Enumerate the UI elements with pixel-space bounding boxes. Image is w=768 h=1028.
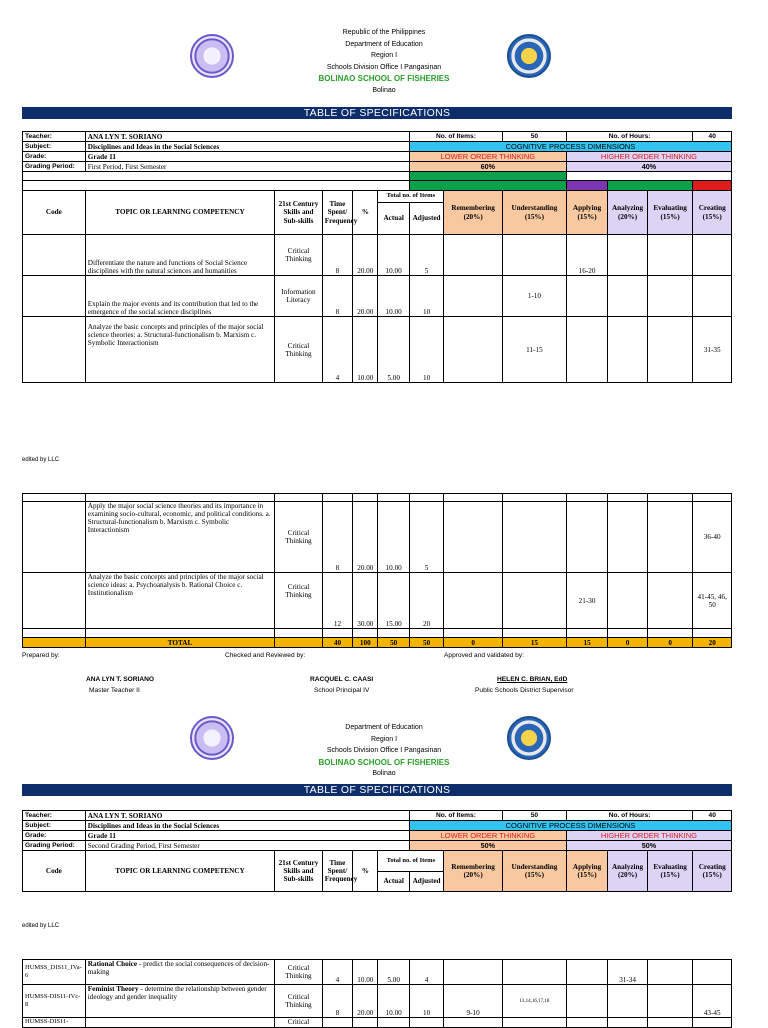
teacher-value: ANA LYN T. SORIANO <box>85 811 409 821</box>
col-creating: Creating (15%) <box>693 191 732 235</box>
applying-cell: 16-20 <box>566 235 608 276</box>
evaluating-cell <box>647 573 693 629</box>
tos-banner-2: TABLE OF SPECIFICATIONS <box>22 784 732 796</box>
evaluating-cell <box>647 502 693 573</box>
col-topic: TOPIC OR LEARNING COMPETENCY <box>85 191 274 235</box>
col-topic: TOPIC OR LEARNING COMPETENCY <box>85 851 274 892</box>
creating-cell: 31-35 <box>693 317 732 383</box>
analyzing-cell <box>608 317 647 383</box>
hours-label: No. of Hours: <box>566 811 693 821</box>
lot-header: LOWER ORDER THINKING <box>409 152 566 162</box>
document-header <box>0 27 768 96</box>
adjusted-cell: 20 <box>409 573 443 629</box>
code-cell: HUMSS_DIS11_IVa-6 <box>23 960 86 985</box>
understanding-cell: 1-10 <box>503 276 567 317</box>
time-cell: 8 <box>322 235 352 276</box>
understanding-cell <box>503 502 567 573</box>
checked-name: RACQUEL C. CAASI <box>310 676 374 683</box>
understanding-cell: 11-15 <box>503 317 567 383</box>
code-cell: HUMSS-DIS11-IVc-8 <box>23 985 86 1018</box>
col-understanding: Understanding (15%) <box>503 851 567 892</box>
header-deped: Department of Education <box>345 40 423 48</box>
header-republic: Republic of the Philippines <box>342 29 426 36</box>
col-analyzing: Analyzing (20%) <box>608 191 647 235</box>
evaluating-cell <box>647 276 693 317</box>
checked-title: School Principal IV <box>314 687 370 694</box>
actual-cell: 10.00 <box>378 235 409 276</box>
subject-label: Subject: <box>23 142 86 152</box>
table-row <box>23 985 732 1018</box>
tos-table-3 <box>22 810 732 892</box>
analyzing-cell <box>608 502 648 573</box>
total-understanding: 15 <box>503 638 567 648</box>
adjusted-cell: 10 <box>409 276 443 317</box>
percent-cell: 10.00 <box>353 317 378 383</box>
creating-cell: 36-40 <box>693 502 732 573</box>
adjusted-cell: 5 <box>409 235 443 276</box>
topic-cell: Analyze the basic concepts and principles of the major social science theories: a. Structural-functionalism b. Marxism c. Symbolic Interactionism <box>85 317 274 383</box>
col-total-items: Total no. of Items <box>378 851 444 872</box>
creating-cell <box>693 276 732 317</box>
total-actual: 50 <box>378 638 409 648</box>
subject-value: Disciplines and Ideas in the Social Sciences <box>85 142 409 152</box>
period-label: Grading Period: <box>23 162 86 172</box>
creating-cell: 43-45 <box>693 985 732 1018</box>
actual-cell: 10.00 <box>378 502 409 573</box>
lot-percent: 60% <box>409 162 566 172</box>
remembering-cell <box>444 235 503 276</box>
time-cell: 8 <box>322 985 352 1018</box>
skill-cell: Information Literacy <box>275 276 323 317</box>
creating-cell: 41-45, 46, 50 <box>693 573 732 629</box>
teacher-label: Teacher: <box>23 811 86 821</box>
percent-cell: 30.00 <box>353 573 378 629</box>
lot-color-bar <box>409 172 566 181</box>
topic-text: - determine the relationship between gender ideology and gender inequality <box>87 985 267 1001</box>
adjusted-cell: 10 <box>409 317 443 383</box>
table-row <box>23 573 732 629</box>
tos-table-2 <box>22 493 732 648</box>
tos-table-1 <box>22 131 732 383</box>
remembering-cell <box>444 573 503 629</box>
col-actual: Actual <box>378 203 409 235</box>
prepared-label: Prepared by: <box>22 652 60 659</box>
analyzing-cell <box>608 276 647 317</box>
code-cell: HUMSS-DIS11- <box>23 1018 86 1028</box>
approved-name: HELEN C. BRIAN, EdD <box>497 676 568 683</box>
hot-header: HIGHER ORDER THINKING <box>566 152 731 162</box>
analyzing-cell <box>608 573 648 629</box>
time-cell: 8 <box>322 502 352 573</box>
col-analyzing: Analyzing (20%) <box>608 851 647 892</box>
percent-cell: 20.00 <box>353 235 378 276</box>
table-row <box>23 276 732 317</box>
header-deped: Department of Education <box>345 724 423 731</box>
hours-value: 40 <box>693 132 732 142</box>
grade-value: Grade 11 <box>85 831 409 841</box>
hours-value: 40 <box>693 811 732 821</box>
header-region: Region I <box>370 735 398 743</box>
topic-cell <box>85 960 274 985</box>
col-skills: 21st Century Skills and Sub-skills <box>275 851 323 892</box>
topic-cell: Apply the major social science theories and its importance in examining socio-cultural, economic, and political conditions. a. Structural-functionalism b. Marxism c. Symbolic Interactionism <box>85 502 274 573</box>
skill-cell: Critical Thinking <box>275 317 323 383</box>
evaluating-cell <box>647 235 693 276</box>
subject-label: Subject: <box>23 821 86 831</box>
table-row <box>23 1018 732 1028</box>
time-cell: 4 <box>322 317 352 383</box>
header-town: Bolinao <box>372 86 396 94</box>
skill-cell: Critical Thinking <box>275 235 323 276</box>
col-time: Time Spent/ Frequency <box>322 191 352 235</box>
period-label: Grading Period: <box>23 841 86 851</box>
topic-bold: Feminist Theory <box>87 985 139 993</box>
prepared-name: ANA LYN T. SORIANO <box>86 676 155 683</box>
topic-bold: Rational Choice <box>87 960 138 968</box>
applying-cell <box>566 502 608 573</box>
checked-label: Checked and Reviewed by: <box>225 652 306 659</box>
col-evaluating: Evaluating (15%) <box>647 851 693 892</box>
applying-cell <box>566 985 608 1018</box>
total-row <box>23 638 732 648</box>
period-value: Second Grading Period, First Semester <box>85 841 409 851</box>
items-label: No. of Items: <box>409 811 502 821</box>
actual-cell: 15.00 <box>378 573 409 629</box>
total-adjusted: 50 <box>409 638 443 648</box>
time-cell: 4 <box>322 960 352 985</box>
understanding-cell: 13,14,16,17,18 <box>503 985 567 1018</box>
hot-percent: 50% <box>566 841 731 851</box>
col-actual: Actual <box>378 872 409 892</box>
lot-header: LOWER ORDER THINKING <box>409 831 566 841</box>
tos-table-4 <box>22 959 732 1028</box>
items-value: 50 <box>503 811 567 821</box>
creating-cell <box>693 960 732 985</box>
topic-text: - predict the social consequences of decision-making <box>87 960 270 976</box>
approved-title: Public Schools District Supervisor <box>475 687 574 694</box>
creating-cell <box>693 235 732 276</box>
total-applying: 15 <box>566 638 608 648</box>
document-header-2 <box>0 722 768 780</box>
understanding-cell <box>503 573 567 629</box>
col-adjusted: Adjusted <box>409 203 443 235</box>
header-division: Schools Division Office I Pangasinan <box>326 747 442 754</box>
analyzing-cell <box>608 985 648 1018</box>
col-remembering: Remembering (20%) <box>444 851 503 892</box>
time-cell: 12 <box>322 573 352 629</box>
remembering-cell: 9-10 <box>444 985 503 1018</box>
time-cell: 8 <box>322 276 352 317</box>
percent-cell: 10.00 <box>353 960 378 985</box>
col-code: Code <box>23 851 86 892</box>
grade-label: Grade: <box>23 152 86 162</box>
actual-cell: 10.00 <box>378 276 409 317</box>
table-row <box>23 502 732 573</box>
table-row <box>23 317 732 383</box>
col-time: Time Spent/ Frequency <box>322 851 352 892</box>
edited-note: edited by LLC <box>22 457 60 463</box>
remembering-cell <box>444 960 503 985</box>
evaluating-cell <box>647 317 693 383</box>
header-school: BOLINAO SCHOOL OF FISHERIES <box>318 74 450 83</box>
col-remembering: Remembering (20%) <box>444 191 503 235</box>
percent-cell: 20.00 <box>353 276 378 317</box>
percent-cell: 20.00 <box>353 502 378 573</box>
subject-value: Disciplines and Ideas in the Social Sciences <box>85 821 409 831</box>
adjusted-cell: 10 <box>409 985 443 1018</box>
col-applying: Applying (15%) <box>566 851 608 892</box>
hot-header: HIGHER ORDER THINKING <box>566 831 731 841</box>
header-town: Bolinao <box>372 770 396 777</box>
items-label: No. of Items: <box>409 132 502 142</box>
evaluating-color <box>608 181 693 191</box>
col-percent: % <box>353 191 378 235</box>
actual-cell: 5.00 <box>378 317 409 383</box>
topic-cell: Explain the major events and its contribution that led to the emergence of the social science disciplines <box>85 276 274 317</box>
adjusted-cell: 5 <box>409 502 443 573</box>
grade-value: Grade 11 <box>85 152 409 162</box>
total-remembering: 0 <box>444 638 503 648</box>
skill-cell: Critical Thinking <box>275 960 323 985</box>
table-row <box>23 235 732 276</box>
teacher-label: Teacher: <box>23 132 86 142</box>
total-percent: 100 <box>353 638 378 648</box>
edited-note: edited by LLC <box>22 923 60 929</box>
cpd-header: COGNITIVE PROCESS DIMENSIONS <box>409 821 731 831</box>
evaluating-cell <box>647 960 693 985</box>
col-code: Code <box>23 191 86 235</box>
applying-cell: 21-30 <box>566 573 608 629</box>
header-division: Schools Division Office I Pangasinan <box>326 63 442 71</box>
creating-color <box>693 181 732 191</box>
total-label: TOTAL <box>85 638 274 648</box>
evaluating-cell <box>647 985 693 1018</box>
tos-banner: TABLE OF SPECIFICATIONS <box>22 107 732 119</box>
total-creating: 20 <box>693 638 732 648</box>
items-value: 50 <box>503 132 567 142</box>
grade-label: Grade: <box>23 831 86 841</box>
header-school: BOLINAO SCHOOL OF FISHERIES <box>318 757 450 767</box>
applying-cell <box>566 960 608 985</box>
lot-percent: 50% <box>409 841 566 851</box>
remembering-cell <box>444 317 503 383</box>
analyzing-cell: 31-34 <box>608 960 648 985</box>
teacher-value: ANA LYN T. SORIANO <box>85 132 409 142</box>
skill-cell: Critical Thinking <box>275 573 323 629</box>
adjusted-cell: 4 <box>409 960 443 985</box>
understanding-cell <box>503 960 567 985</box>
hot-percent: 40% <box>566 162 731 172</box>
skill-cell: Critical Thinking <box>275 502 323 573</box>
col-adjusted: Adjusted <box>409 872 443 892</box>
actual-cell: 10.00 <box>378 985 409 1018</box>
total-analyzing: 0 <box>608 638 648 648</box>
cpd-header: COGNITIVE PROCESS DIMENSIONS <box>409 142 731 152</box>
prepared-title: Master Teacher II <box>89 687 140 694</box>
applying-cell <box>566 276 608 317</box>
applying-cell <box>566 317 608 383</box>
understanding-cell <box>503 235 567 276</box>
remembering-cell <box>444 276 503 317</box>
total-evaluating: 0 <box>647 638 693 648</box>
analyzing-cell <box>608 235 647 276</box>
topic-cell: Differentiate the nature and functions of Social Science disciplines with the natural sciences and humanities <box>85 235 274 276</box>
skill-cell: Critical Thinking <box>275 985 323 1018</box>
actual-cell: 5.00 <box>378 960 409 985</box>
col-understanding: Understanding (15%) <box>503 191 567 235</box>
hours-label: No. of Hours: <box>566 132 693 142</box>
col-evaluating: Evaluating (15%) <box>647 191 693 235</box>
period-value: First Period, First Semester <box>85 162 409 172</box>
analyzing-color <box>566 181 608 191</box>
col-skills: 21st Century Skills and Sub-skills <box>275 191 323 235</box>
remembering-cell <box>444 502 503 573</box>
table-row <box>23 960 732 985</box>
total-time: 40 <box>322 638 352 648</box>
col-percent: % <box>353 851 378 892</box>
skill-cell: Critical <box>275 1018 323 1028</box>
col-creating: Creating (15%) <box>693 851 732 892</box>
col-applying: Applying (15%) <box>566 191 608 235</box>
topic-cell <box>85 985 274 1018</box>
approved-label: Approved and validated by: <box>444 652 524 659</box>
percent-cell: 20.00 <box>353 985 378 1018</box>
col-total-items: Total no. of Items <box>378 191 444 203</box>
topic-cell: Analyze the basic concepts and principles of the major social science ideas: a. Psychoanalysis b. Rational Choice c. Institutionalism <box>85 573 274 629</box>
header-region: Region I <box>370 52 398 59</box>
